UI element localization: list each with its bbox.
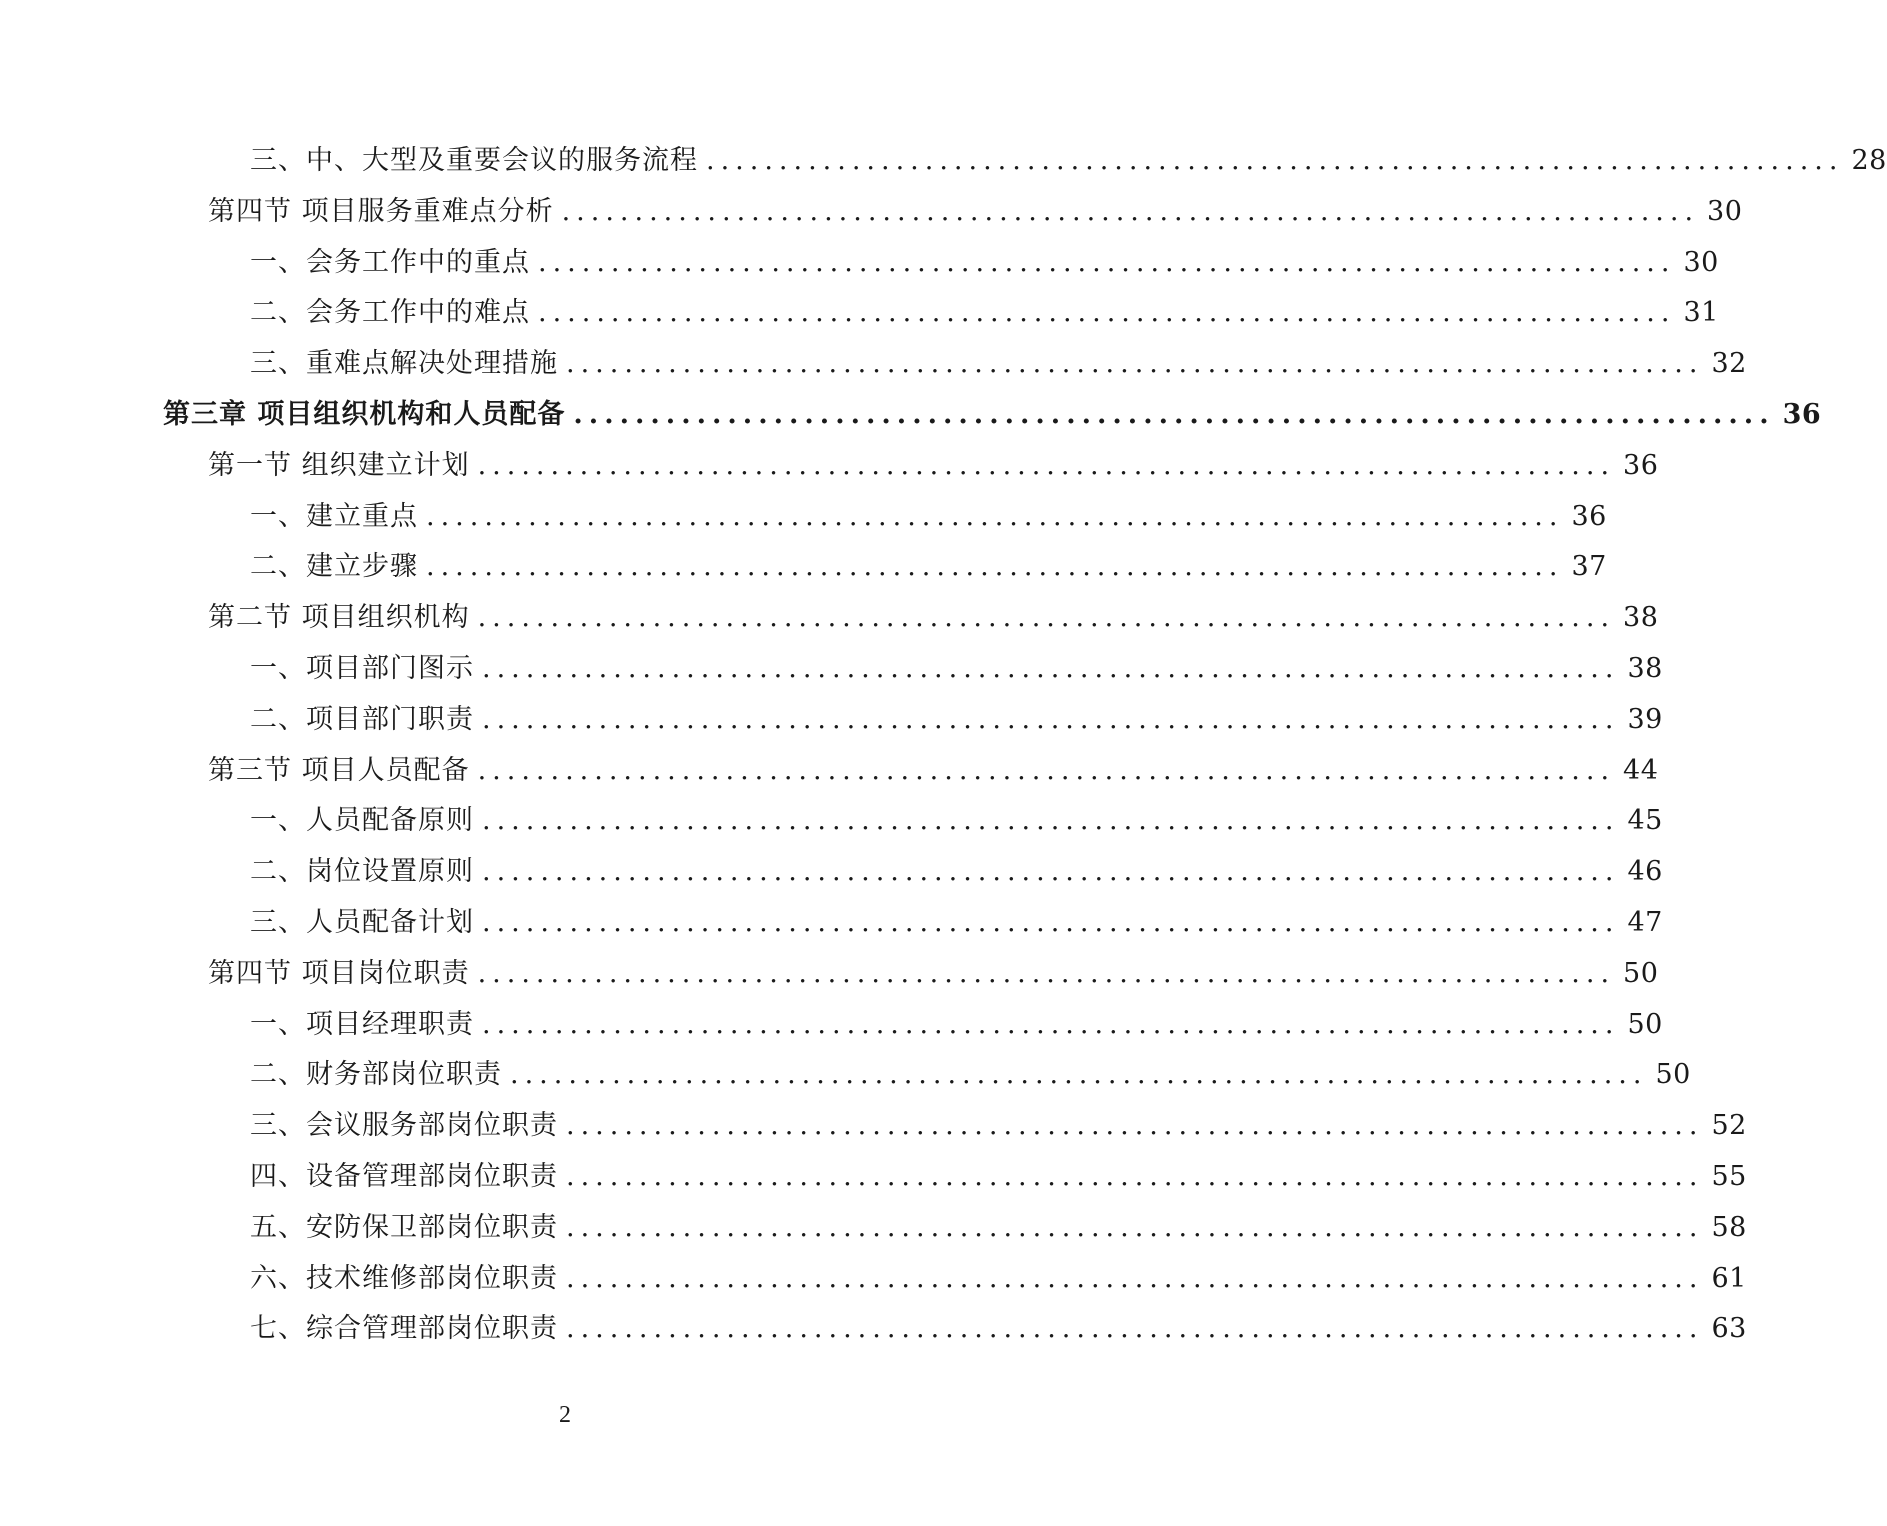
toc-entry-title: 三、中、大型及重要会议的服务流程 [250,145,698,176]
toc-entry[interactable] [0,1000,1663,1051]
toc-entry-title: 三、人员配备计划 [250,906,474,938]
toc-entry-page: 31 [1683,297,1719,329]
toc-dot-leader: .............................................................................. [706,145,1844,176]
toc-entry-page: 50 [1627,1008,1663,1040]
toc-entry[interactable] [0,288,1719,339]
toc-entry[interactable] [0,492,1607,543]
toc-entry[interactable] [0,847,1663,898]
toc-entry-title: 二、会务工作中的难点 [250,297,530,329]
toc-dot-leader: .............................................................................. [573,398,1775,430]
toc-entry-page: 30 [1683,246,1719,278]
toc-entry[interactable] [0,136,1887,187]
toc-entry-title: 第四节 项目服务重难点分析 [208,195,554,227]
toc-entry-title: 一、建立重点 [250,500,418,532]
toc-entry-title: 第三节 项目人员配备 [208,754,470,786]
toc-dot-leader: .............................................................................. [477,957,1616,989]
toc-dot-leader: .............................................................................. [566,1110,1704,1142]
toc-entry-title: 四、设备管理部岗位职责 [250,1160,558,1192]
toc-entry-title: 一、人员配备原则 [250,805,474,837]
toc-entry-title: 三、重难点解决处理措施 [250,348,558,380]
toc-entry[interactable] [0,238,1719,289]
toc-entry[interactable] [0,1101,1747,1152]
toc-dot-leader: .............................................................................. [566,1262,1704,1294]
toc-entry-title: 二、岗位设置原则 [250,856,474,888]
toc-entry[interactable] [0,949,1659,1000]
toc-entry[interactable] [0,1304,1747,1355]
toc-entry-page: 58 [1711,1211,1747,1243]
toc-entry-title: 一、项目部门图示 [250,652,474,684]
toc-dot-leader: .............................................................................. [482,652,1620,684]
toc-dot-leader: .............................................................................. [426,551,1564,583]
toc-entry-page: 47 [1627,906,1663,938]
toc-entry-title: 一、会务工作中的重点 [250,246,530,278]
toc-entry[interactable] [0,187,1743,238]
toc-dot-leader: .............................................................................. [477,449,1616,481]
toc-entry-title: 第四节 项目岗位职责 [208,957,470,989]
toc-entry-page: 32 [1711,348,1747,380]
toc-entry[interactable] [0,1050,1691,1101]
toc-entry-page: 28 [1851,145,1887,176]
toc-entry-chapter[interactable] [0,390,1822,441]
toc-dot-leader: .............................................................................. [566,348,1704,380]
toc-entry-page: 44 [1623,754,1659,786]
toc-entry-page: 63 [1711,1313,1747,1345]
toc-entry-title: 第三章 项目组织机构和人员配备 [163,398,566,430]
toc-entry-title: 第二节 项目组织机构 [208,602,470,634]
toc-dot-leader: .............................................................................. [477,754,1616,786]
toc-dot-leader: .............................................................................. [482,906,1620,938]
page-number: 2 [559,1402,571,1428]
toc-entry[interactable] [0,644,1663,695]
toc-entry[interactable] [0,1203,1747,1254]
toc-entry-title: 三、会议服务部岗位职责 [250,1110,558,1142]
toc-entry-title: 六、技术维修部岗位职责 [250,1262,558,1294]
toc-entry[interactable] [0,339,1747,390]
toc-dot-leader: .............................................................................. [426,500,1564,532]
toc-dot-leader: .............................................................................. [482,1008,1620,1040]
toc-entry-title: 七、综合管理部岗位职责 [250,1313,558,1345]
toc-entry[interactable] [0,898,1663,949]
table-of-contents [0,136,1887,1355]
toc-entry-page: 61 [1711,1262,1747,1294]
toc-entry-title: 第一节 组织建立计划 [208,449,470,481]
toc-entry-page: 36 [1782,398,1822,430]
toc-entry[interactable] [0,796,1663,847]
toc-dot-leader: .............................................................................. [538,246,1676,278]
toc-entry-page: 39 [1627,703,1663,735]
toc-entry-page: 38 [1627,652,1663,684]
toc-dot-leader: .............................................................................. [538,297,1676,329]
toc-entry-page: 36 [1623,449,1659,481]
toc-dot-leader: .............................................................................. [566,1313,1704,1345]
toc-dot-leader: .............................................................................. [566,1160,1704,1192]
toc-entry-title: 一、项目经理职责 [250,1008,474,1040]
toc-dot-leader: .............................................................................. [566,1211,1704,1243]
toc-dot-leader: .............................................................................. [482,805,1620,837]
toc-entry-page: 52 [1711,1110,1747,1142]
toc-entry-page: 45 [1627,805,1663,837]
toc-dot-leader: .............................................................................. [510,1059,1648,1091]
toc-entry-page: 46 [1627,856,1663,888]
toc-dot-leader: .............................................................................. [561,195,1700,227]
toc-entry-page: 50 [1623,957,1659,989]
toc-dot-leader: .............................................................................. [482,856,1620,888]
toc-entry[interactable] [0,695,1663,746]
toc-entry-page: 37 [1571,551,1607,583]
toc-entry-page: 30 [1707,195,1743,227]
toc-entry[interactable] [0,1152,1747,1203]
toc-dot-leader: .............................................................................. [482,703,1620,735]
toc-entry[interactable] [0,441,1659,492]
toc-entry-title: 二、项目部门职责 [250,703,474,735]
toc-entry[interactable] [0,746,1659,797]
toc-dot-leader: .............................................................................. [477,602,1616,634]
toc-entry-page: 55 [1711,1160,1747,1192]
toc-entry-page: 50 [1655,1059,1691,1091]
toc-entry-title: 五、安防保卫部岗位职责 [250,1211,558,1243]
toc-entry[interactable] [0,1254,1747,1305]
toc-entry-title: 二、财务部岗位职责 [250,1059,502,1091]
toc-entry-title: 二、建立步骤 [250,551,418,583]
toc-entry-page: 38 [1623,602,1659,634]
toc-entry[interactable] [0,593,1659,644]
toc-entry[interactable] [0,542,1607,593]
toc-entry-page: 36 [1571,500,1607,532]
